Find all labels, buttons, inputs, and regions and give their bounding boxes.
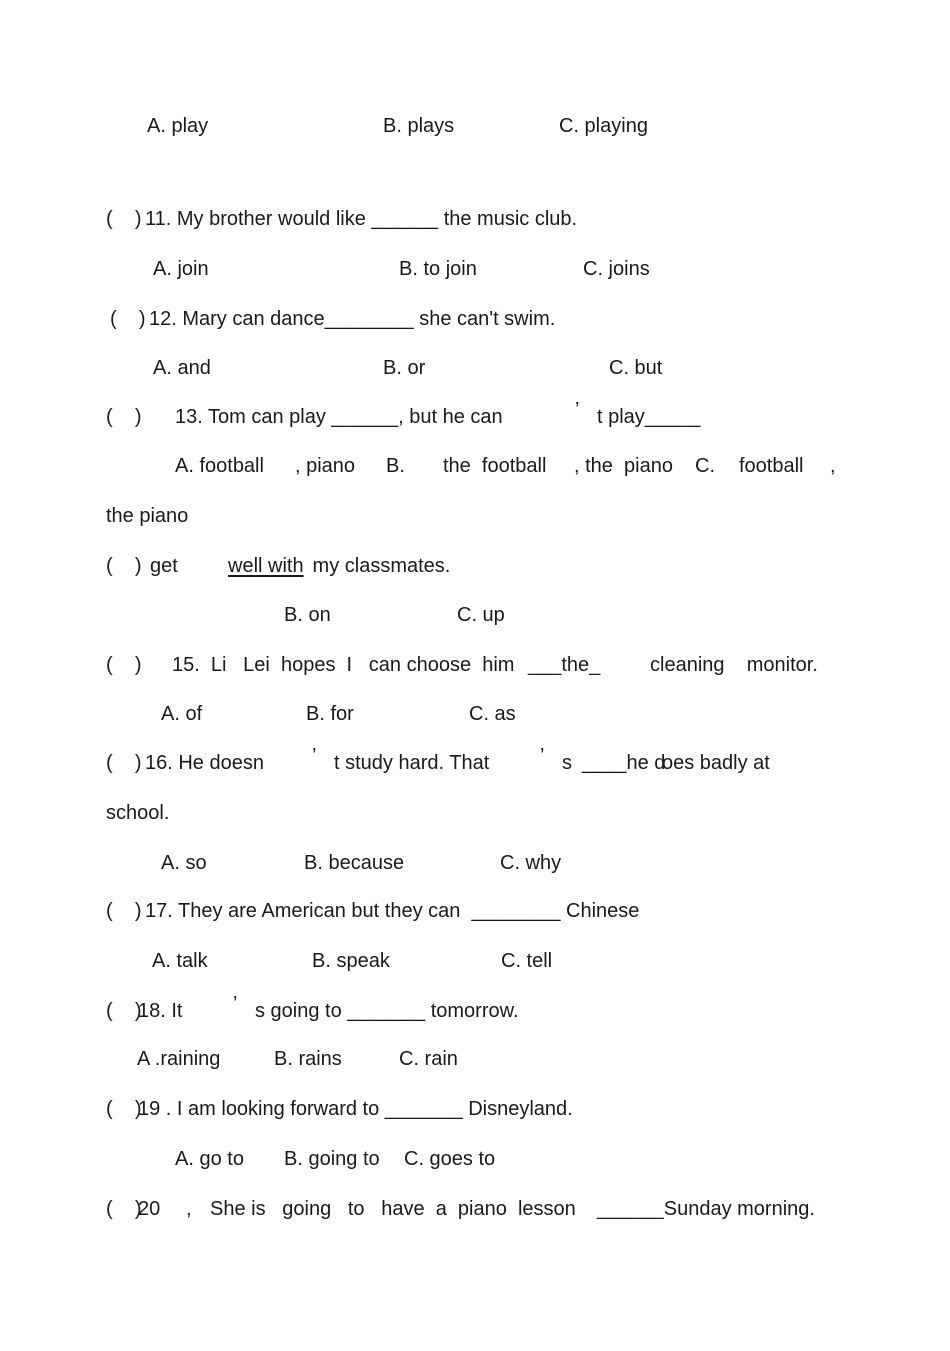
q14-answer-paren: ( ) [106,555,142,577]
q14-get: get [150,555,178,577]
q13-question-part2: t play_____ [597,406,701,428]
q20-answer-paren: ( ) [106,1198,142,1220]
q18-option-a: A .raining [137,1048,221,1070]
q19-answer-paren: ( ) [106,1098,142,1120]
q15-question-part2: cleaning monitor. [650,654,818,676]
q12-answer-paren: ( ) [110,308,146,330]
q11-option-a: A. join [153,258,209,280]
q11-question: 11. My brother would like ______ the music club. [145,208,578,230]
q16-option-a: A. so [161,852,207,874]
q13-answer-paren: ( ) [106,406,142,428]
q20-comma: , [186,1198,192,1220]
q16-question-part5: school. [106,802,170,824]
q20-question-part1: She is going to have a piano lesson [210,1198,576,1220]
q13-option-c-label: C. [695,455,715,477]
q12-question: 12. Mary can dance________ she can't swim. [149,308,556,330]
q13-apostrophe: ’ [575,399,580,421]
q19-option-a: A. go to [175,1148,244,1170]
q11-option-c: C. joins [583,258,650,280]
q11-option-b: B. to join [399,258,477,280]
q17-option-a: A. talk [152,950,208,972]
q15-question-part1: 15. Li Lei hopes I can choose him [172,654,515,676]
q13-option-a-2: , piano [295,455,356,477]
q16-question-part1: 16. He doesn [145,752,264,774]
q11-answer-paren: ( ) [106,208,142,230]
q17-option-c: C. tell [501,950,553,972]
q16-option-c: C. why [500,852,562,874]
q16-apostrophe-2: ’ [540,745,545,767]
q16-option-b: B. because [304,852,405,874]
q14-question-rest: my classmates. [307,555,451,577]
q15-option-b: B. for [306,703,354,725]
q18-option-b: B. rains [274,1048,342,1070]
q19-option-c: C. goes to [404,1148,496,1170]
q12-option-a: A. and [153,357,211,379]
q17-question: 17. They are American but they can ________ Chinese [145,900,640,922]
q13-option-c-3: the piano [106,505,189,527]
q12-option-c: C. but [609,357,663,379]
q12-option-b: B. or [383,357,426,379]
q16-apostrophe-1: ’ [312,745,317,767]
q17-answer-paren: ( ) [106,900,142,922]
q13-option-c-2: , [830,455,836,477]
q15-answer-paren: ( ) [106,654,142,676]
q18-question-part1: 18. It [138,1000,183,1022]
q10-option-b: B. plays [383,115,455,137]
q14-option-b: B. on [284,604,331,626]
q16-question-part3: s [562,752,572,774]
q13-option-a-1: A. football [175,455,264,477]
q13-option-b-2: , the piano [574,455,673,477]
q14-option-c: C. up [457,604,505,626]
q18-question-part2: s going to _______ tomorrow. [255,1000,519,1022]
q20-number: 20 [138,1198,161,1220]
q19-option-b: B. going to [284,1148,380,1170]
q10-option-a: A. play [147,115,209,137]
q15-blank: ___the_ [528,654,601,676]
q16-blank: ____he d [582,752,666,774]
q18-apostrophe: ’ [233,993,238,1015]
q15-option-c: C. as [469,703,516,725]
q16-question-part4: oes badly at [662,752,770,774]
q13-option-c-1: football [739,455,804,477]
q13-question-part1: 13. Tom can play ______, but he can [175,406,503,428]
q15-option-a: A. of [161,703,203,725]
q18-option-c: C. rain [399,1048,458,1070]
q16-question-part2: t study hard. That [334,752,490,774]
q19-question: 19 . I am looking forward to _______ Disneyland. [138,1098,573,1120]
q20-question-part2: ______Sunday morning. [597,1198,815,1220]
q16-answer-paren: ( ) [106,752,142,774]
q13-option-b-1: the football [443,455,547,477]
q13-option-b-label: B. [386,455,405,477]
q14-underlined-phrase: well with [228,555,304,577]
q18-answer-paren: ( ) [106,1000,142,1022]
q10-option-c: C. playing [559,115,648,137]
q17-option-b: B. speak [312,950,390,972]
